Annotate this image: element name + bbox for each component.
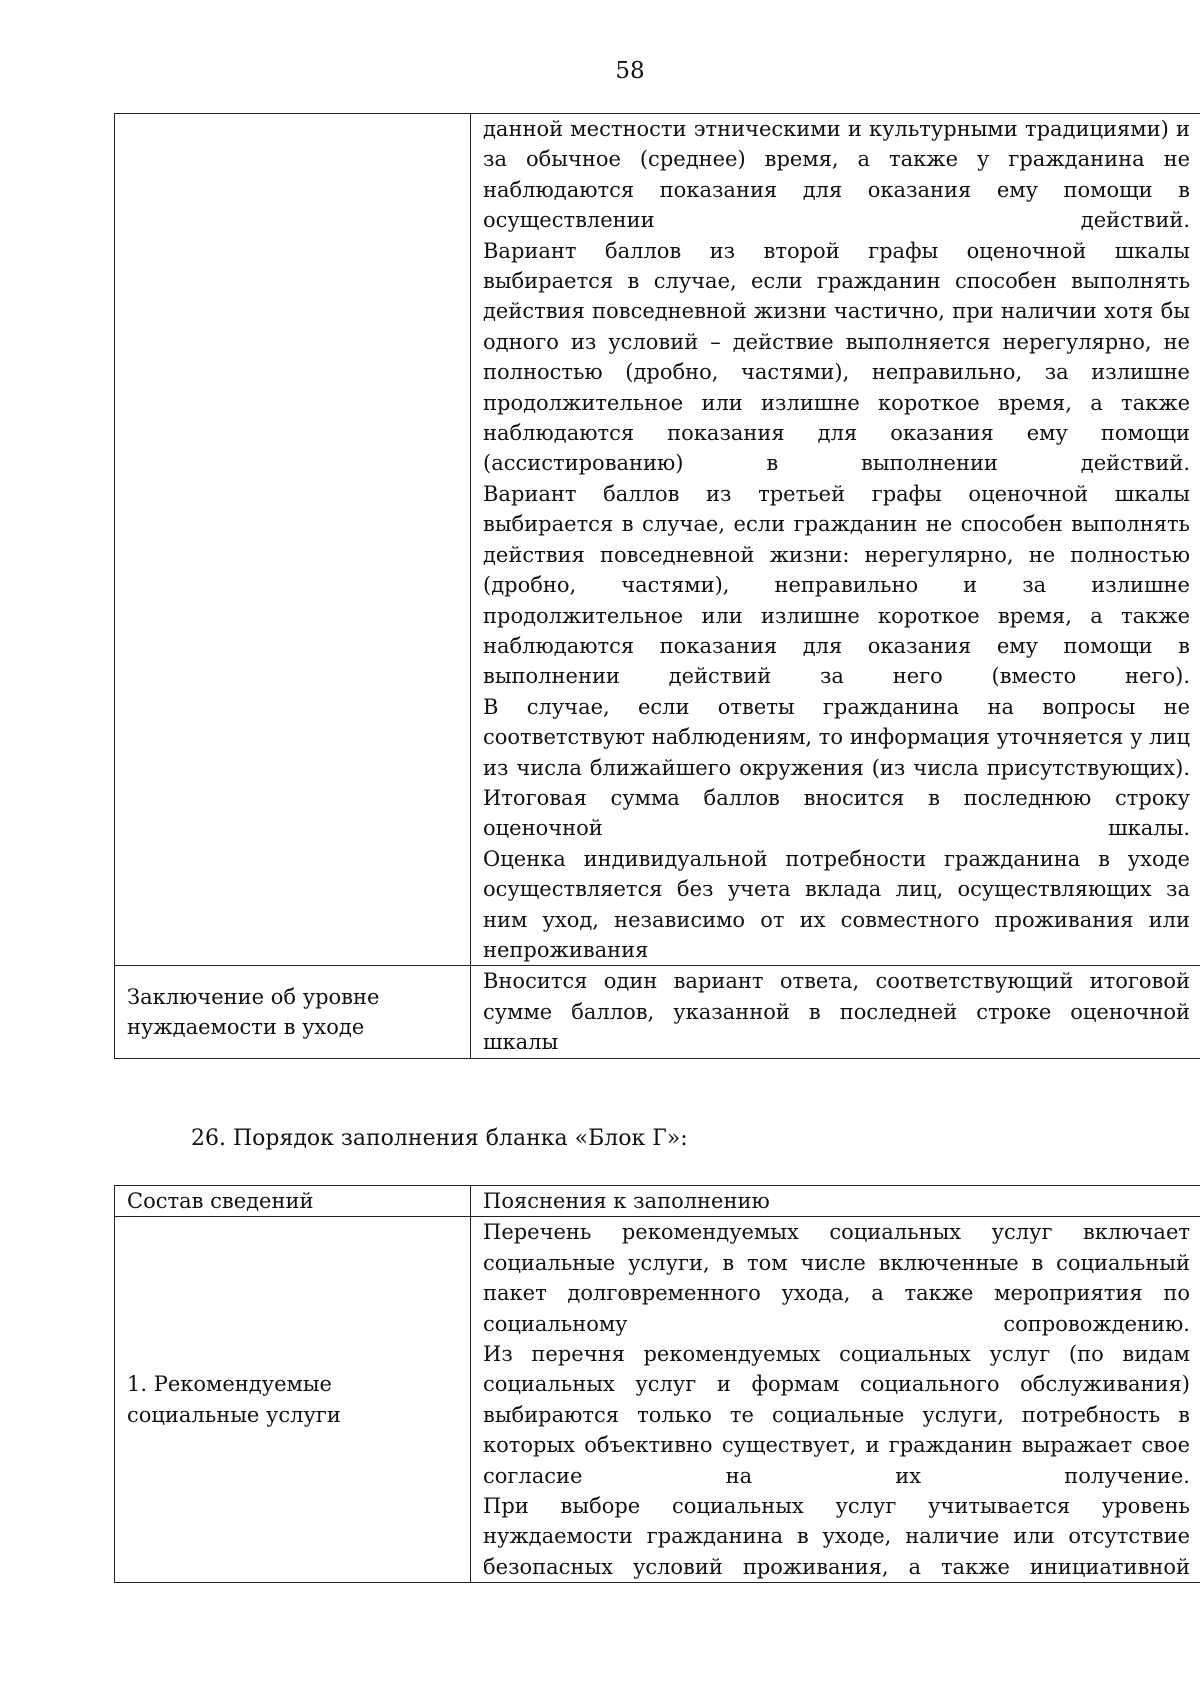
table-cell-item-name: 1. Рекомендуемые социальные услуги: [115, 1217, 471, 1583]
explanation-paragraph: Из перечня рекомендуемых социальных услуг (по видам социальных услуг и формам социального обслуживания) выбираются только те социальные услуги, потребность в которых объективно существует, и гражданин выражает свое согласие на их получение.: [483, 1342, 1190, 1488]
table-cell-empty: [115, 114, 471, 966]
explanation-paragraph: При выборе социальных услуг учитывается уровень нуждаемости гражданина в уходе, наличие или отсутствие безопасных условий проживания, а также инициативной: [483, 1494, 1190, 1579]
explanation-paragraph: Оценка индивидуальной потребности гражданина в уходе осуществляется без учета вклада лиц, осуществляющих за ним уход, независимо от их совместного проживания или непроживания: [483, 846, 1190, 962]
table-header-row: [115, 1186, 1200, 1217]
table-cell-explanation: [471, 114, 1200, 966]
column-header-composition: Состав сведений: [115, 1186, 471, 1217]
explanation-table-continued: [114, 113, 1200, 1059]
column-header-explanations: Пояснения к заполнению: [471, 1186, 1200, 1217]
table-row: [115, 1217, 1200, 1583]
section-heading: 26. Порядок заполнения бланка «Блок Г»:: [191, 1126, 688, 1151]
page-number: 58: [615, 58, 645, 84]
explanation-paragraph: Итоговая сумма баллов вносится в последнюю строку оценочной шкалы.: [483, 785, 1190, 841]
explanation-paragraph: Перечень рекомендуемых социальных услуг включает социальные услуги, в том числе включенные в социальный пакет долговременного ухода, а также мероприятия по социальному сопровождению.: [483, 1220, 1190, 1336]
table-cell-explanation: [471, 1217, 1200, 1583]
explanation-paragraph: В случае, если ответы гражданина на вопросы не соответствуют наблюдениям, то информация уточняется у лиц из числа ближайшего окружения (из числа присутствующих).: [483, 694, 1190, 780]
explanation-paragraph: Вносится один вариант ответа, соответствующий итоговой сумме баллов, указанной в последней строке оценочной шкалы: [483, 969, 1190, 1055]
table-cell-explanation: [471, 966, 1200, 1058]
table-row: [115, 966, 1200, 1058]
block-g-table: [114, 1185, 1200, 1583]
explanation-paragraph: данной местности этническими и культурными традициями) и за обычное (среднее) время, а также у гражданина не наблюдаются показания для оказания ему помощи в осуществлении действий.: [483, 117, 1190, 233]
table-cell-item-name: Заключение об уровне нуждаемости в уходе: [115, 966, 471, 1058]
explanation-paragraph: Вариант баллов из третьей графы оценочной шкалы выбирается в случае, если гражданин не способен выполнять действия повседневной жизни: нерегулярно, не полностью (дробно, частями), неправильно и за излишне продолжительное или излишне короткое время, а также наблюдаются показания для оказания ему помощи в выполнении действий за него (вместо него).: [483, 481, 1190, 689]
table-row: [115, 114, 1200, 966]
explanation-paragraph: Вариант баллов из второй графы оценочной шкалы выбирается в случае, если гражданин способен выполнять действия повседневной жизни частично, при наличии хотя бы одного из условий – действие выполняется нерегулярно, не полностью (дробно, частями), неправильно, за излишне продолжительное или излишне короткое время, а также наблюдаются показания для оказания ему помощи (ассистированию) в выполнении действий.: [483, 238, 1190, 476]
